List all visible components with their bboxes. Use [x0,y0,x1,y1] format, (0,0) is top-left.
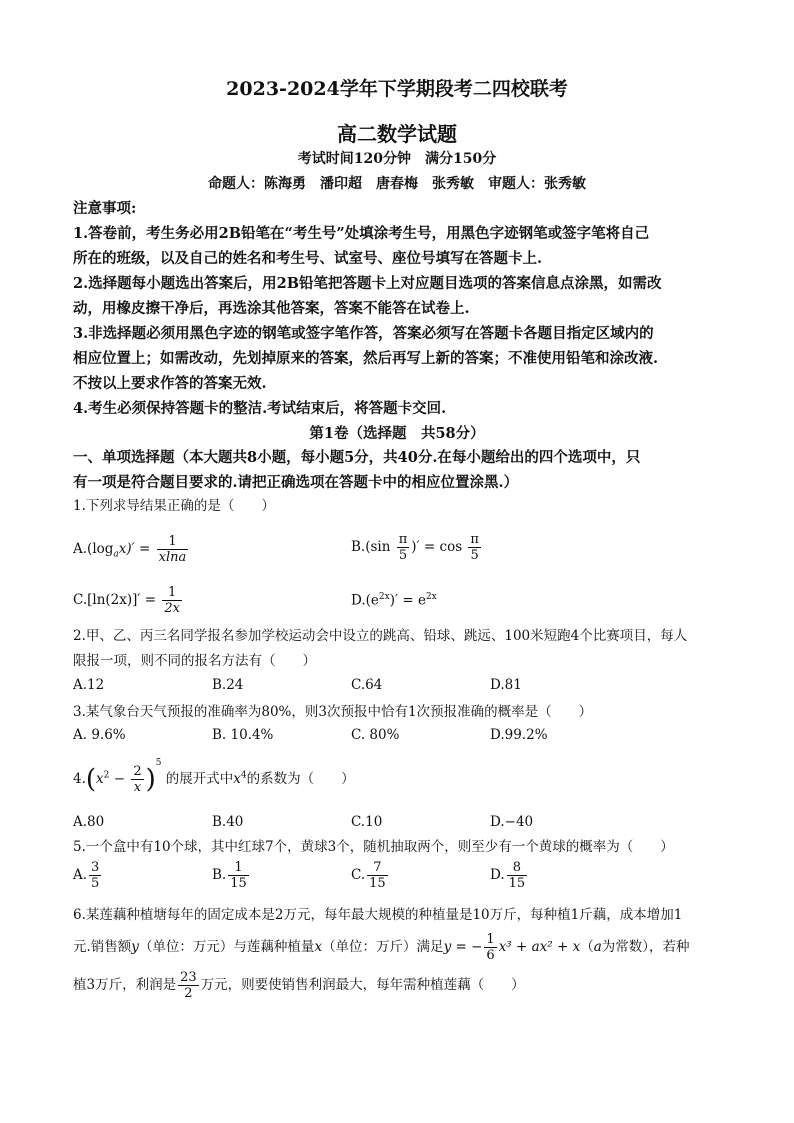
notice-line: 4.考生必须保持答题卡的整洁.考试结束后，将答题卡交回. [73,400,447,417]
section-title: 第1卷（选择题 共58分） [309,425,485,442]
notice-line: 不按以上要求作答的答案无效. [73,375,267,392]
question-4-stem: $4.(x^2$ − $\frac{2}{x}$ )$^5$ 的展开式中$x^4$的系数为（ ） [73,758,355,795]
notice-line: 所在的班级，以及自己的姓名和考生号、试室号、座位号填写在答题卡上. [73,250,543,267]
notice-line: 相应位置上；如需改动，先划掉原来的答案，然后再写上新的答案；不准使用铅笔和涂改液. [73,350,659,367]
notice-line: 1.答卷前，考生务必用2B铅笔在“考生号”处填涂考生号，用黑色字迹钢笔或签字笔将自己 [73,225,650,242]
question-3-stem: 3.某气象台天气预报的准确率为80%，则3次预报中恰有1次预报准确的概率是（ ） [73,704,593,720]
notice-line: 2.选择题每小题选出答案后，用2B铅笔把答题卡上对应题目选项的答案信息点涂黑，如需改 [73,275,662,292]
notice-heading: 注意事项: [73,200,137,217]
q2-option-b: B.24 [212,677,244,693]
q3-option-d: D.99.2% [490,727,548,743]
notice-line: 3.非选择题必须用黑色字迹的钢笔或签字笔作答，答案必须写在答题卡各题目指定区域内的 [73,325,654,342]
question-1-stem: 1.下列求导结果正确的是（ ） [73,498,275,514]
q3-option-c: C. 80% [351,727,400,743]
q5-option-d: D. $\frac{8}{15}$ [490,860,526,891]
q5-option-b: B. $\frac{1}{15}$ [212,860,247,891]
question-5-stem: 5.一个盒中有10个球，其中红球7个，黄球3个，随机抽取两个，则至少有一个黄球的概率为（ ） [73,839,674,855]
q4-option-a: A.80 [73,814,105,830]
q2-option-a: A.12 [73,677,105,693]
exam-info: 考试时间120分钟 满分150分 [297,151,497,167]
question-2-stem: 限报一项，则不同的报名方法有（ ） [73,653,316,669]
question-6-line: 6.某莲藕种植塘每年的固定成本是2万元，每年最大规模的种植量是10万斤，每种植1斤藕，成本增加1 [73,907,683,923]
section-instructions: 有一项是符合题目要求的.请把正确选项在答题卡中的相应位置涂黑.） [73,474,519,491]
q2-option-c: C.64 [351,677,383,693]
q1-option-d: $D.(e^{2x})' = e^{2x}$ [351,592,437,609]
q5-option-a: A. $\frac{3}{5}$ [73,860,100,891]
q3-option-a: A. 9.6% [73,727,126,743]
q4-option-c: C.10 [351,814,383,830]
question-6-line: 植3万斤，利润是 $\frac{23}{2}$ 万元，则要使销售利润最大，每年需种植莲藕（ ） [73,970,525,1001]
exam-title: 2023-2024学年下学期段考二四校联考 [226,78,568,100]
exam-subtitle: 高二数学试题 [337,122,457,146]
q4-option-d: D.−40 [490,814,534,830]
notice-line: 动，用橡皮擦干净后，再选涂其他答案，答案不能答在试卷上. [73,300,470,317]
q1-option-b: B.(sin $\frac{\pi}{5}$ )′ = cos $\frac{\pi}{5}$ [351,532,479,563]
q1-option-a: $A.(\log_ax)'$ = $\frac{1}{xlna}$ [73,534,187,565]
exam-authors: 命题人：陈海勇 潘印超 唐春梅 张秀敏 审题人：张秀敏 [208,176,586,192]
q1-option-c: C.[ln(2x)]′ = $\frac{1}{2x}$ [73,585,180,616]
q2-option-d: D.81 [490,677,522,693]
question-6-line: 元.销售额y（单位：万元）与莲藕种植量x（单位：万斤）满足y = − $\frac{1}{6}$ x³ + ax² + x（a为常数），若种 [73,932,690,963]
q5-option-c: C. $\frac{7}{15}$ [351,860,386,891]
q4-option-b: B.40 [212,814,244,830]
q3-option-b: B. 10.4% [212,727,274,743]
section-instructions: 一、单项选择题（本大题共8小题，每小题5分，共40分.在每小题给出的四个选项中，只 [73,449,641,466]
question-2-stem: 2.甲、乙、丙三名同学报名参加学校运动会中设立的跳高、铅球、跳远、100米短跑4个比赛项目，每人 [73,628,688,644]
